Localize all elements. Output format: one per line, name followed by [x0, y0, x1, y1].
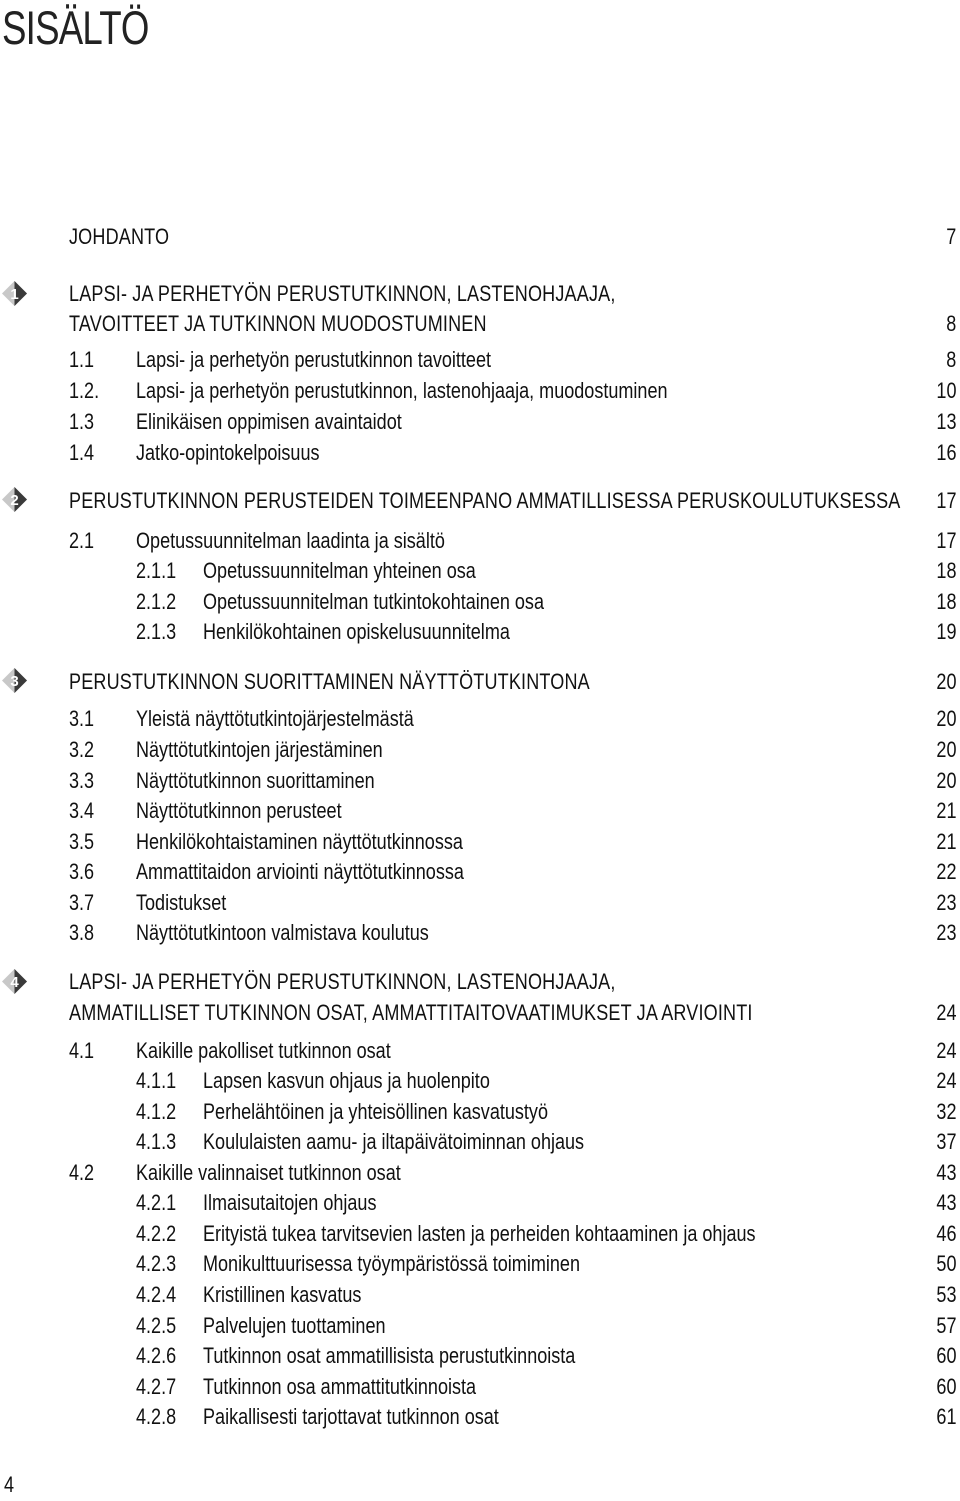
toc-entry-label: Kristillinen kasvatus [203, 1282, 362, 1307]
toc-entry[interactable] [0, 557, 960, 587]
toc-chapter-1-line2[interactable] [0, 310, 960, 340]
toc-entry-label: Monikulttuurisessa työympäristössä toimiminen [203, 1251, 580, 1276]
toc-entry[interactable] [0, 1098, 960, 1128]
toc-entry-page: 16 [935, 440, 956, 465]
toc-chapter-title: LAPSI- JA PERHETYÖN PERUSTUTKINNON, LASTENOHJAAJA, [69, 281, 616, 306]
toc-entry-page: 18 [935, 558, 956, 583]
toc-entry-page: 46 [935, 1221, 956, 1246]
toc-entry-label: Lapsen kasvun ohjaus ja huolenpito [203, 1068, 490, 1093]
toc-entry-page: 20 [935, 737, 956, 762]
toc-entry-label: Opetussuunnitelman tutkintokohtainen osa [203, 589, 544, 614]
toc-entry[interactable] [0, 767, 960, 797]
toc-entry-label: Yleistä näyttötutkintojärjestelmästä [136, 706, 414, 731]
toc-chapter-title: PERUSTUTKINNON PERUSTEIDEN TOIMEENPANO AMMATILLISESSA PERUSKOULUTUKSESSA [69, 488, 901, 513]
toc-entry-number: 1.4 [69, 440, 95, 465]
toc-entry-label: Elinikäisen oppimisen avaintaidot [136, 409, 402, 434]
toc-entry-page: 21 [935, 798, 956, 823]
toc-entry-page: 13 [935, 409, 956, 434]
toc-entry-page: 23 [935, 890, 956, 915]
toc-entry-number: 1.3 [69, 409, 95, 434]
toc-entry-number: 2.1.2 [136, 589, 177, 614]
toc-entry[interactable] [0, 588, 960, 618]
toc-entry-label: Henkilökohtaistaminen näyttötutkinnossa [136, 829, 463, 854]
toc-entry-number: 3.6 [69, 859, 95, 884]
toc-entry-label: Näyttötutkintojen järjestäminen [136, 737, 383, 762]
toc-entry[interactable] [0, 1281, 960, 1311]
toc-entry-page: 32 [935, 1099, 956, 1124]
toc-entry-label: Lapsi- ja perhetyön perustutkinnon, lastenohjaaja, muodostuminen [136, 378, 668, 403]
toc-entry-number: 4.2.3 [136, 1251, 177, 1276]
toc-entry-number: 4.2.6 [136, 1343, 177, 1368]
toc-entry-number: 3.7 [69, 890, 95, 915]
toc-chapter-4-line1[interactable] [0, 968, 960, 998]
toc-entry-label: Tutkinnon osat ammatillisista perustutkinnoista [203, 1343, 576, 1368]
toc-entry-label: Näyttötutkinnon suorittaminen [136, 768, 375, 793]
toc-entry-page: 23 [935, 920, 956, 945]
toc-entry-number: 4.1 [69, 1038, 95, 1063]
toc-entry[interactable] [0, 1037, 960, 1067]
toc-entry-label: Erityistä tukea tarvitsevien lasten ja perheiden kohtaaminen ja ohjaus [203, 1221, 756, 1246]
toc-entry-label: Paikallisesti tarjottavat tutkinnon osat [203, 1404, 499, 1429]
toc-entry-number: 3.2 [69, 737, 95, 762]
toc-entry[interactable] [0, 705, 960, 735]
toc-entry-label: Perhelähtöinen ja yhteisöllinen kasvatustyö [203, 1099, 548, 1124]
toc-entry[interactable] [0, 1403, 960, 1433]
toc-entry-page: 7 [945, 224, 956, 249]
toc-entry-page: 8 [945, 311, 956, 336]
toc-entry-label: Lapsi- ja perhetyön perustutkinnon tavoitteet [136, 347, 492, 372]
toc-entry-page: 50 [935, 1251, 956, 1276]
toc-entry-page: 8 [945, 347, 956, 372]
toc-entry-page: 24 [935, 1000, 956, 1025]
toc-entry-number: 3.5 [69, 829, 95, 854]
toc-entry[interactable] [0, 1373, 960, 1403]
toc-entry[interactable] [0, 889, 960, 919]
toc-chapter-title: PERUSTUTKINNON SUORITTAMINEN NÄYTTÖTUTKINTONA [69, 669, 590, 694]
section-1-marker-label: 1 [10, 286, 19, 303]
toc-entry-label: Opetussuunnitelman laadinta ja sisältö [136, 528, 445, 553]
toc-entry-page: 22 [935, 859, 956, 884]
toc-entry-label: Kaikille pakolliset tutkinnon osat [136, 1038, 391, 1063]
toc-entry-label: Opetussuunnitelman yhteinen osa [203, 558, 476, 583]
toc-entry-page: 10 [935, 378, 956, 403]
toc-entry-number: 3.8 [69, 920, 95, 945]
toc-entry-page: 20 [935, 768, 956, 793]
toc-entry-number: 3.1 [69, 706, 95, 731]
toc-chapter-title: LAPSI- JA PERHETYÖN PERUSTUTKINNON, LASTENOHJAAJA, [69, 969, 616, 994]
toc-entry-page: 24 [935, 1038, 956, 1063]
toc-entry[interactable] [0, 919, 960, 949]
toc-entry[interactable] [0, 736, 960, 766]
toc-entry-label: Näyttötutkinnon perusteet [136, 798, 342, 823]
toc-entry[interactable] [0, 1159, 960, 1189]
toc-chapter-4-line2[interactable] [0, 999, 960, 1029]
toc-entry[interactable] [0, 527, 960, 557]
toc-entry[interactable] [0, 1067, 960, 1097]
toc-entry-page: 21 [935, 829, 956, 854]
toc-entry[interactable] [0, 1250, 960, 1280]
toc-entry-page: 43 [935, 1190, 956, 1215]
toc-entry-label: Kaikille valinnaiset tutkinnon osat [136, 1160, 401, 1185]
toc-chapter-3[interactable] [0, 668, 960, 698]
toc-entry[interactable] [0, 828, 960, 858]
toc-entry-page: 19 [935, 619, 956, 644]
toc-entry-number: 2.1.3 [136, 619, 177, 644]
toc-entry-page: 18 [935, 589, 956, 614]
toc-chapter-2[interactable] [0, 487, 960, 517]
toc-entry[interactable] [0, 439, 960, 469]
toc-entry-page: 60 [935, 1374, 956, 1399]
toc-entry-number: 4.1.2 [136, 1099, 177, 1124]
toc-entry-number: 4.2.1 [136, 1190, 177, 1215]
toc-entry-page: 17 [935, 488, 956, 513]
toc-chapter-title: AMMATILLISET TUTKINNON OSAT, AMMATTITAITOVAATIMUKSET JA ARVIOINTI [69, 1000, 753, 1025]
toc-entry-page: 17 [935, 528, 956, 553]
toc-entry-number: 4.2.7 [136, 1374, 177, 1399]
toc-entry-page: 57 [935, 1313, 956, 1338]
toc-entry-number: 1.1 [69, 347, 95, 372]
toc-entry-label: JOHDANTO [69, 224, 170, 249]
toc-entry-number: 4.2.2 [136, 1221, 177, 1246]
toc-entry[interactable] [0, 1220, 960, 1250]
toc-entry-page: 61 [935, 1404, 956, 1429]
toc-entry-label: Palvelujen tuottaminen [203, 1313, 386, 1338]
toc-entry[interactable] [0, 618, 960, 648]
toc-entry-number: 4.2 [69, 1160, 95, 1185]
toc-entry[interactable] [0, 1312, 960, 1342]
toc-entry-label: Todistukset [136, 890, 227, 915]
toc-entry-label: Ammattitaidon arviointi näyttötutkinnossa [136, 859, 464, 884]
toc-entry-label: Jatko-opintokelpoisuus [136, 440, 320, 465]
toc-entry-label: Ilmaisutaitojen ohjaus [203, 1190, 377, 1215]
section-4-marker-label: 4 [10, 974, 19, 991]
toc-entry-page: 20 [935, 669, 956, 694]
toc-entry-number: 3.3 [69, 768, 95, 793]
toc-entry-number: 4.2.8 [136, 1404, 177, 1429]
page-number: 4 [4, 1472, 15, 1497]
section-2-marker-label: 2 [10, 492, 19, 509]
page-title: SISÄLTÖ [2, 1, 149, 54]
toc-entry-number: 2.1.1 [136, 558, 177, 583]
toc-entry-number: 4.2.4 [136, 1282, 177, 1307]
toc-entry-label: Koululaisten aamu- ja iltapäivätoiminnan ohjaus [203, 1129, 585, 1154]
toc-entry-johdanto[interactable] [0, 223, 960, 253]
toc-entry-page: 60 [935, 1343, 956, 1368]
toc-entry-number: 4.1.3 [136, 1129, 177, 1154]
toc-entry-label: Näyttötutkintoon valmistava koulutus [136, 920, 429, 945]
toc-chapter-1-line1[interactable] [0, 280, 960, 310]
toc-entry-number: 4.2.5 [136, 1313, 177, 1338]
toc-entry-number: 1.2. [69, 378, 100, 403]
toc-entry-page: 53 [935, 1282, 956, 1307]
toc-entry-number: 2.1 [69, 528, 95, 553]
toc-entry[interactable] [0, 408, 960, 438]
toc-entry[interactable] [0, 1128, 960, 1158]
toc-entry-page: 37 [935, 1129, 956, 1154]
toc-entry[interactable] [0, 1189, 960, 1219]
toc-entry-label: Tutkinnon osa ammattitutkinnoista [203, 1374, 477, 1399]
toc-entry[interactable] [0, 1342, 960, 1372]
toc-entry-page: 24 [935, 1068, 956, 1093]
toc-chapter-title: TAVOITTEET JA TUTKINNON MUODOSTUMINEN [69, 311, 487, 336]
section-3-marker-label: 3 [10, 673, 19, 690]
toc-entry-page: 20 [935, 706, 956, 731]
toc-entry[interactable] [0, 377, 960, 407]
toc-entry-label: Henkilökohtainen opiskelusuunnitelma [203, 619, 510, 644]
toc-entry[interactable] [0, 797, 960, 827]
toc-entry-number: 4.1.1 [136, 1068, 177, 1093]
toc-entry-number: 3.4 [69, 798, 95, 823]
toc-entry[interactable] [0, 858, 960, 888]
toc-entry[interactable] [0, 346, 960, 376]
toc-entry-page: 43 [935, 1160, 956, 1185]
